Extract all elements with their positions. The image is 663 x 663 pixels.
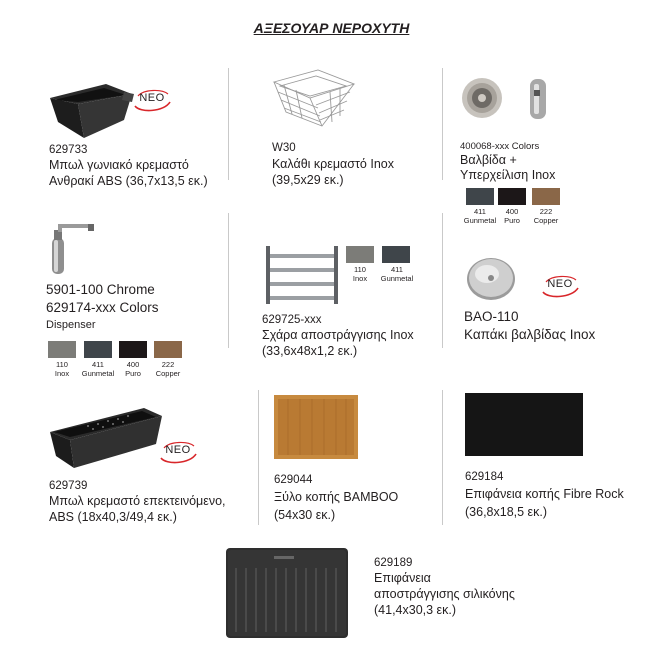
swatch-label: 400 Puro xyxy=(125,360,141,378)
product-spec: (39,5x29 εκ.) xyxy=(272,173,344,187)
new-badge: ΝΕΟ xyxy=(132,88,172,112)
product-name: Βαλβίδα + xyxy=(460,153,517,167)
product-code: BAO-110 xyxy=(464,309,519,324)
product-code: 629189 xyxy=(374,557,413,569)
product-name: Καλάθι κρεμαστό Inox xyxy=(272,157,394,171)
product-code: 629044 xyxy=(274,474,313,486)
divider xyxy=(258,390,259,525)
divider xyxy=(228,68,229,180)
divider xyxy=(442,213,443,348)
product-name: Dispenser xyxy=(46,319,96,331)
product-code-2: 629174-xxx Colors xyxy=(46,300,159,315)
bamboo-board-icon xyxy=(274,395,358,459)
silicone-drain-mat-icon xyxy=(226,548,348,638)
product-code: 629184 xyxy=(465,471,504,483)
divider xyxy=(228,213,229,348)
product-name-2: αποστράγγισης σιλικόνης xyxy=(374,587,515,601)
swatch-inox xyxy=(48,341,76,358)
fibre-rock-board-icon xyxy=(465,393,583,456)
product-name: Καπάκι βαλβίδας Inox xyxy=(464,327,596,342)
swatch-label: 222 Copper xyxy=(533,207,559,225)
product-spec: Ανθρακί ABS (36,7x13,5 εκ.) xyxy=(49,174,208,188)
swatch-label: 411 Gunmetal xyxy=(380,265,414,283)
swatch-label: 400 Puro xyxy=(504,207,520,225)
swatch-label: 110 Inox xyxy=(352,265,368,283)
swatch-puro xyxy=(119,341,147,358)
new-badge: ΝΕΟ xyxy=(158,440,198,464)
swatch-gunmetal xyxy=(382,246,410,263)
page-title: ΑΞΕΣΟΥΑΡ ΝΕΡΟΧΥΤΗ xyxy=(253,20,410,36)
product-name: Ξύλο κοπής BAMBOO xyxy=(274,490,399,504)
product-name: Επιφάνεια κοπής Fibre Rock xyxy=(465,487,624,501)
product-name: Επιφάνεια xyxy=(374,571,431,585)
product-name: Σχάρα αποστράγγισης Inox xyxy=(262,328,414,342)
product-spec: (54x30 εκ.) xyxy=(274,508,336,522)
product-code: 629733 xyxy=(49,144,88,156)
product-code: W30 xyxy=(272,142,296,154)
swatch-label: 411 Gunmetal xyxy=(81,360,115,378)
product-code: 400068-xxx Colors xyxy=(460,141,540,152)
product-name: Μπωλ γωνιακό κρεμαστό xyxy=(49,158,189,172)
product-spec: (33,6x48x1,2 εκ.) xyxy=(262,344,358,358)
swatch-inox xyxy=(346,246,374,263)
divider xyxy=(442,68,443,180)
extendable-bowl-icon xyxy=(48,404,164,470)
product-spec: (41,4x30,3 εκ.) xyxy=(374,603,457,617)
valve-cap-icon xyxy=(465,254,521,302)
swatch-gunmetal xyxy=(84,341,112,358)
product-name: Μπωλ κρεμαστό επεκτεινόμενο, xyxy=(49,494,226,508)
divider xyxy=(442,390,443,525)
product-spec: ABS (18x40,3/49,4 εκ.) xyxy=(49,510,177,524)
product-spec: (36,8x18,5 εκ.) xyxy=(465,505,548,519)
swatch-gunmetal xyxy=(466,188,494,205)
swatch-label: 222 Copper xyxy=(155,360,181,378)
swatch-copper xyxy=(532,188,560,205)
product-name-2: Υπερχείλιση Inox xyxy=(460,168,556,182)
drain-rack-icon xyxy=(262,244,342,306)
product-code: 5901-100 Chrome xyxy=(46,282,155,297)
new-badge: ΝΕΟ xyxy=(540,274,580,298)
wire-basket-icon xyxy=(270,68,356,130)
product-code: 629739 xyxy=(49,480,88,492)
swatch-puro xyxy=(498,188,526,205)
product-code: 629725-xxx xyxy=(262,314,322,326)
swatch-copper xyxy=(154,341,182,358)
corner-bowl-icon xyxy=(48,80,134,142)
soap-dispenser-icon xyxy=(48,220,98,276)
swatch-label: 411 Gunmetal xyxy=(463,207,497,225)
swatch-label: 110 Inox xyxy=(54,360,70,378)
strainer-valve-icon xyxy=(460,76,556,124)
